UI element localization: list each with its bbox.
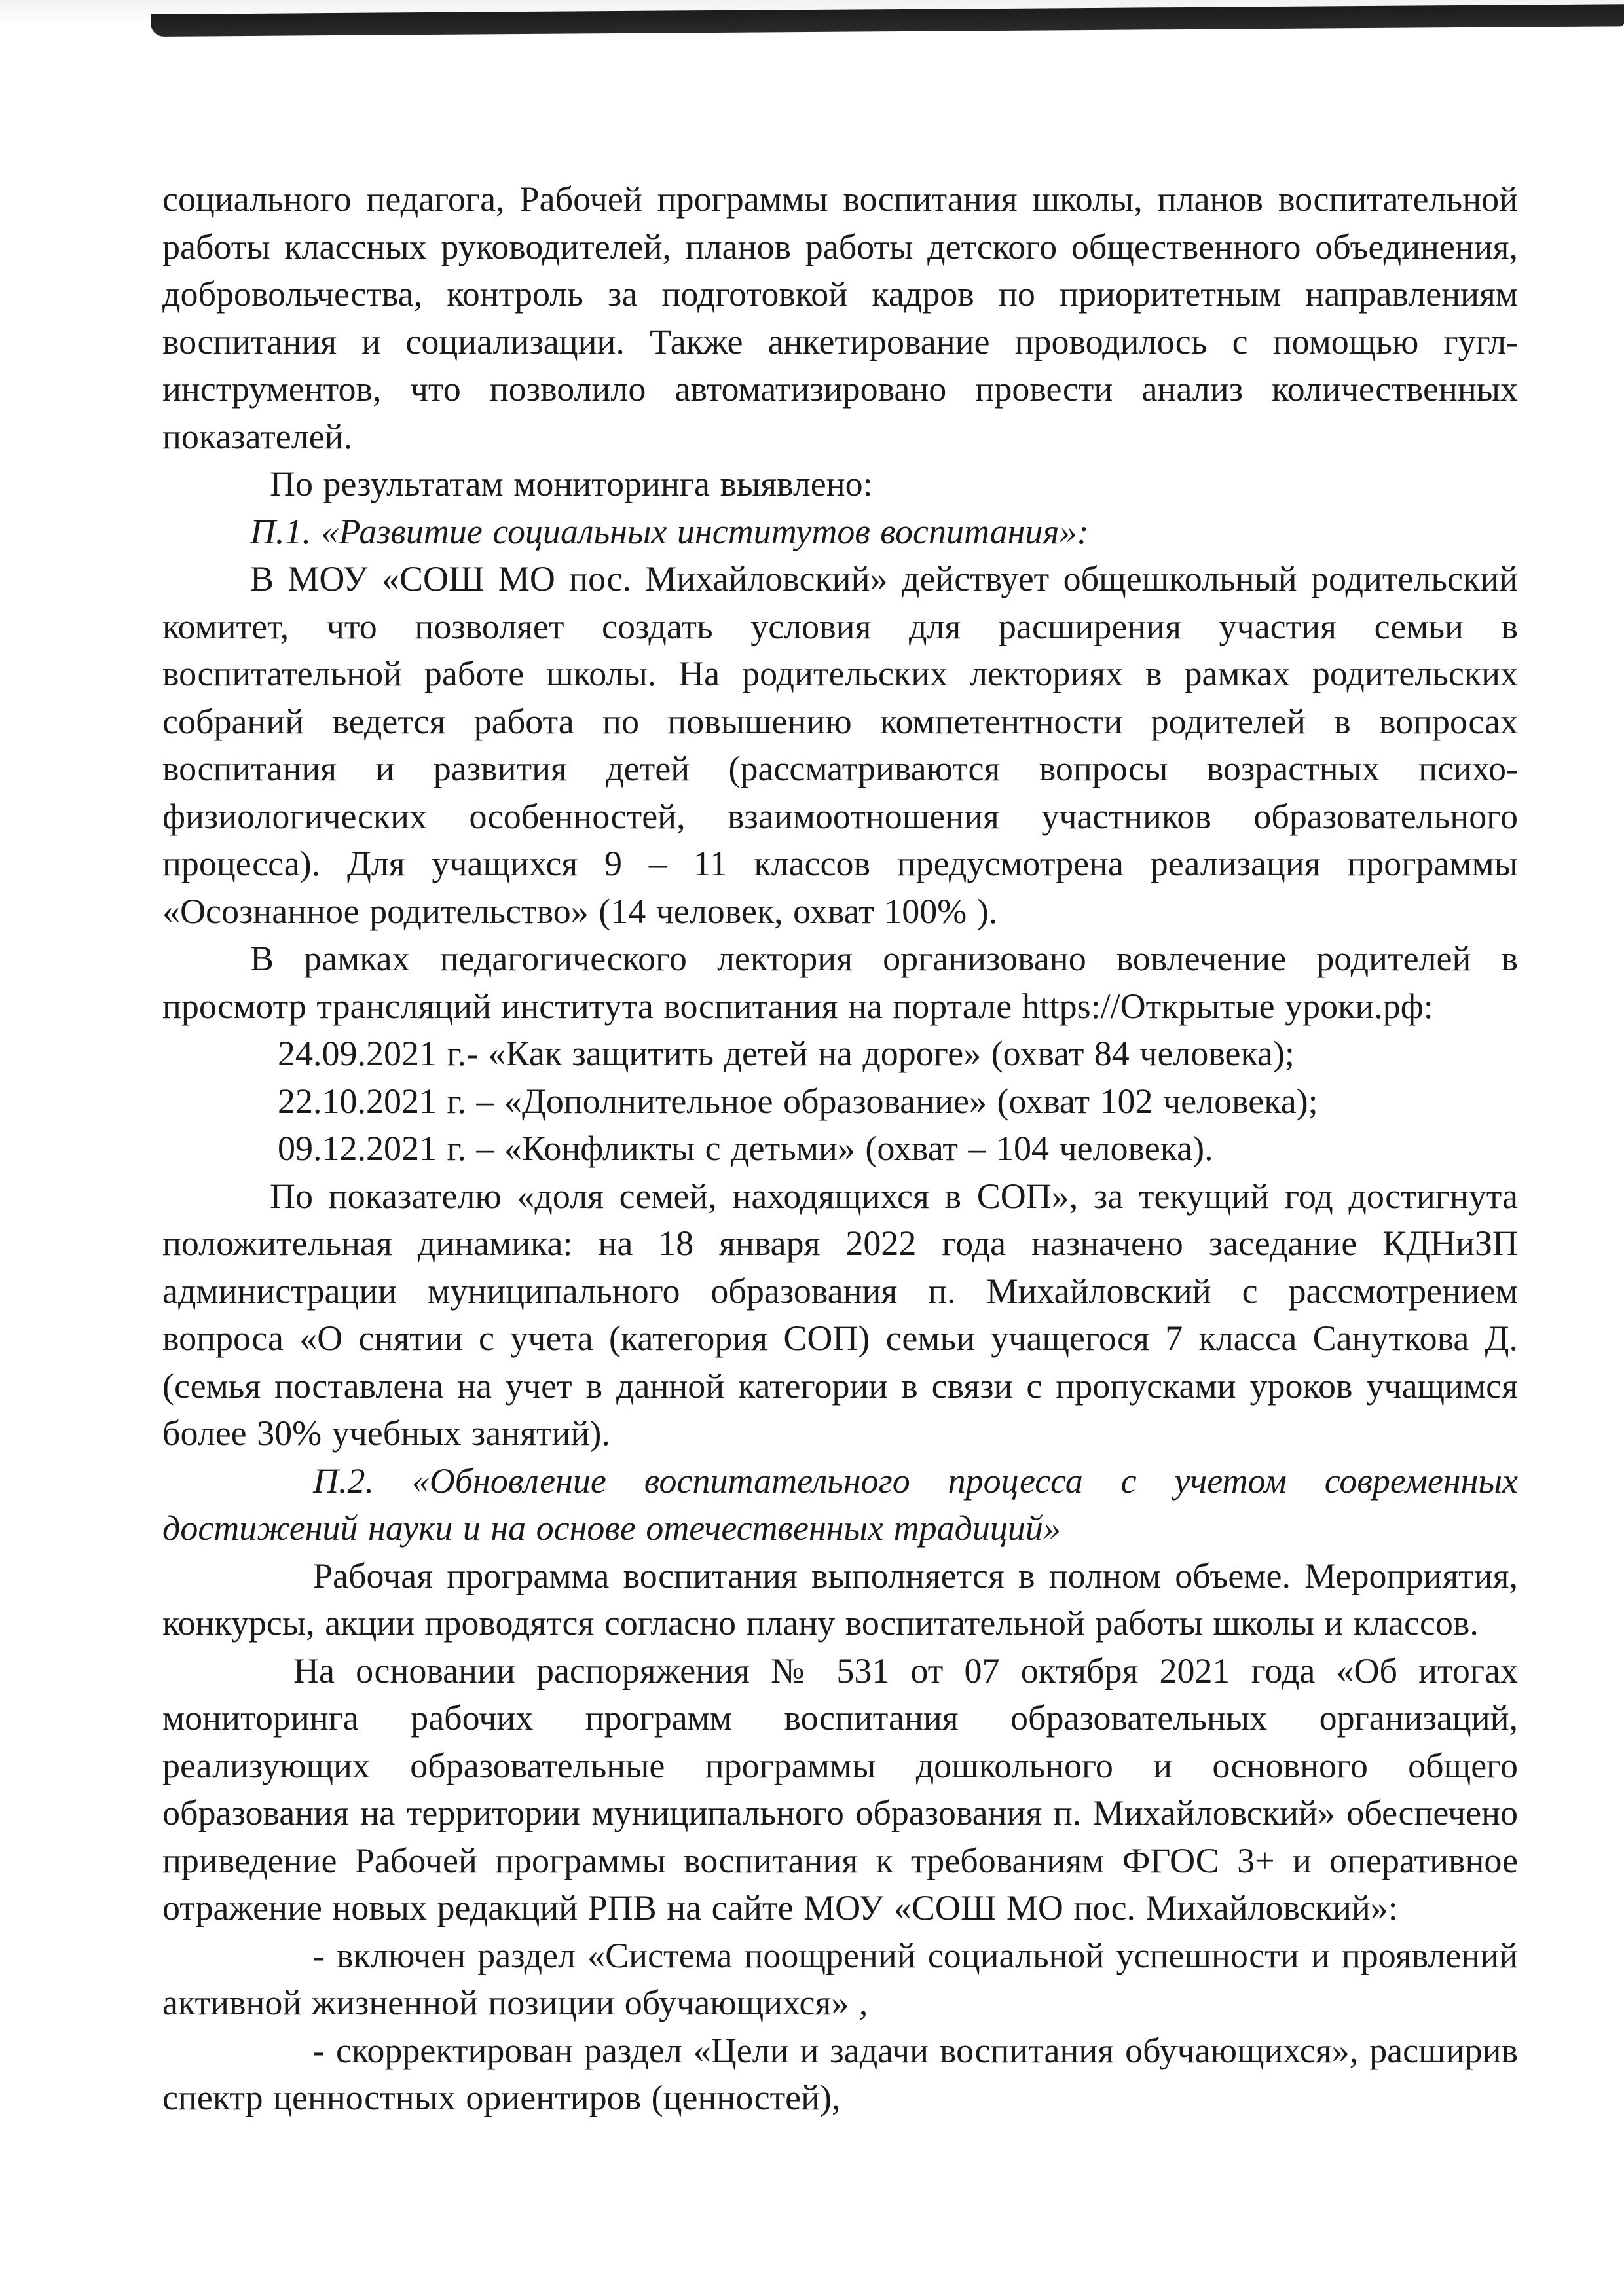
paragraph-program-execution: Рабочая программа воспитания выполняется в полном объеме. Мероприятия, конкурсы, акции проводятся согласно плану воспитательной работы школы и классов. (162, 1556, 1518, 1643)
paragraph-continuation: социального педагога, Рабочей программы воспитания школы, планов воспитательной работы классных руководителей, планов работы детского общественного объединения, добровольчества, контроль за подготовкой кадров по приоритетным направлениям воспитания и социализации. Также анкетирование проводилось с помощью гугл-инструментов, что позволило автоматизировано провести анализ количественных показателей. (162, 179, 1518, 456)
paragraph-results-intro: По результатам мониторинга выявлено: (270, 464, 873, 503)
list-item-broadcast-1: 24.09.2021 г.- «Как защитить детей на дороге» (охват 84 человека); (278, 1034, 1295, 1073)
paragraph-sop-indicator: По показателю «доля семей, находящихся в СОП», за текущий год достигнута положительная динамика: на 18 января 2022 года назначено заседание КДНиЗП администрации муниципального образования п. Михайловский с рассмотрением вопроса «О снятии с учета (категория СОП) семьи учащегося 7 класса Сануткова Д. (семья поставлена на учет в данной категории в связи с пропусками уроков учащимся более 30% учебных занятий). (162, 1176, 1518, 1453)
paragraph-parent-committee: В МОУ «СОШ МО пос. Михайловский» действует общешкольный родительский комитет, что позволяет создать условия для расширения участия семьи в воспитательной работе школы. На родительских лекториях в рамках родительских собраний ведется работа по повышению компетентности родителей в вопросах воспитания и развития детей (рассматриваются вопросы возрастных психо-физиологических особенностей, взаимоотношения участников образовательного процесса). Для учащихся 9 – 11 классов предусмотрена реализация программы «Осознанное родительство» (14 человек, охват 100% ). (162, 559, 1518, 931)
list-item-broadcast-2: 22.10.2021 г. – «Дополнительное образование» (охват 102 человека); (278, 1081, 1318, 1121)
list-item-section-corrected: - скорректирован раздел «Цели и задачи воспитания обучающихся», расширив спектр ценностных ориентиров (ценностей), (162, 2030, 1518, 2117)
paragraph-lectorium: В рамках педагогического лектория организовано вовлечение родителей в просмотр трансляций института воспитания на портале https://Открытые уроки.рф: (162, 939, 1518, 1026)
list-item-section-added: - включен раздел «Система поощрений социальной успешности и проявлений активной жизненной позиции обучающихся» , (162, 1935, 1518, 2022)
section-heading-p1: П.1. «Развитие социальных институтов воспитания»: (250, 511, 1089, 551)
list-item-broadcast-3: 09.12.2021 г. – «Конфликты с детьми» (охват – 104 человека). (278, 1129, 1213, 1168)
document-page (162, 175, 1518, 2122)
paragraph-order-531: На основании распоряжения № 531 от 07 октября 2021 года «Об итогах мониторинга рабочих программ воспитания образовательных организаций, реализующих образовательные программы дошкольного и основного общего образования на территории муниципального образования п. Михайловский» обеспечено приведение Рабочей программы воспитания к требованиям ФГОС 3+ и оперативное отражение новых редакций РПВ на сайте МОУ «СОШ МО пос. Михайловский»: (162, 1650, 1518, 1927)
section-heading-p2: П.2. «Обновление воспитательного процесса с учетом современных достижений науки и на основе отечественных традиций» (162, 1461, 1518, 1548)
